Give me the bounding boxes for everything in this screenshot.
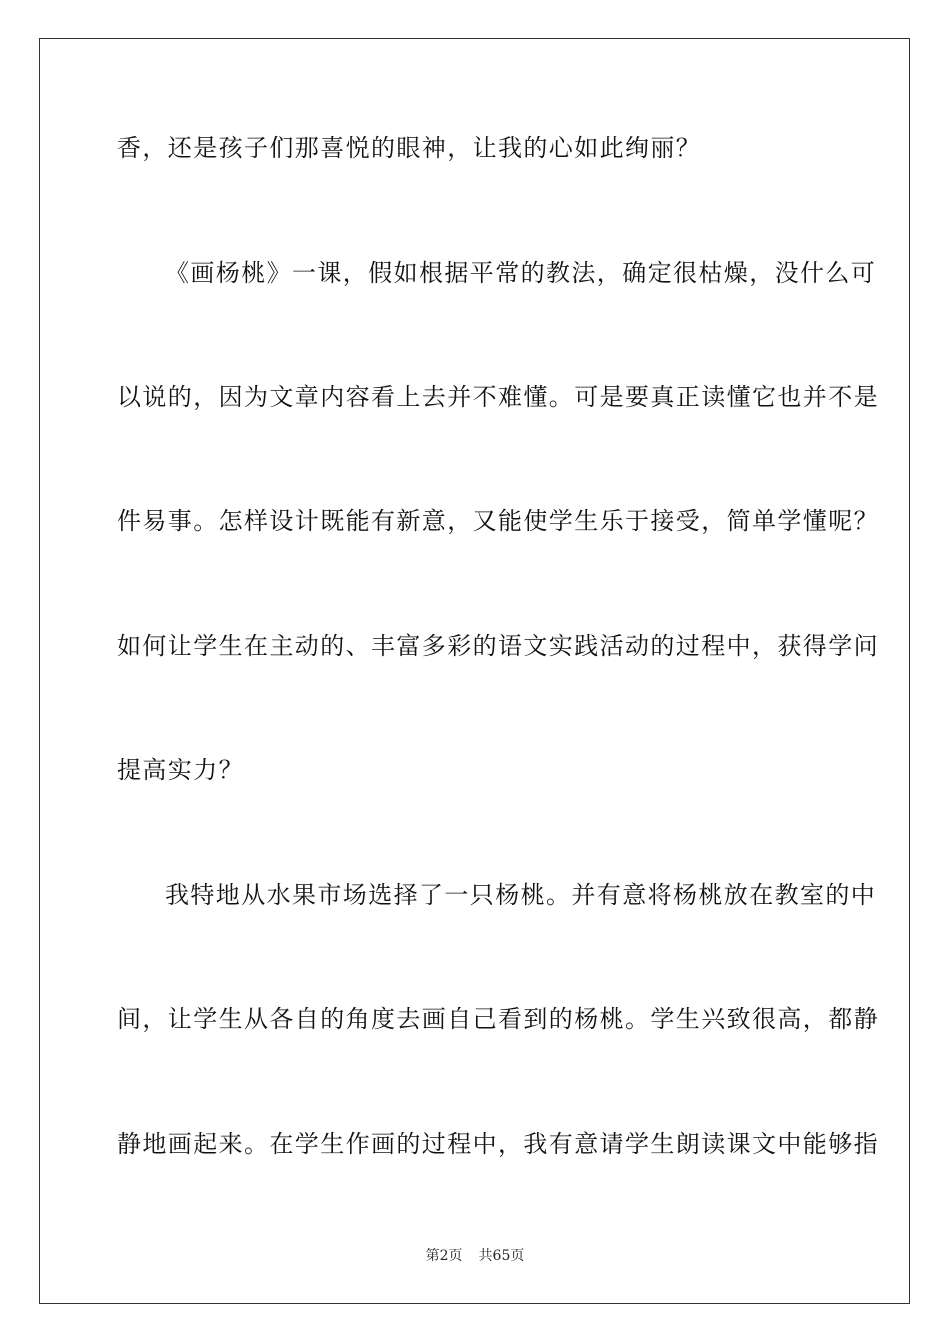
text-line: 我特地从水果市场选择了一只杨桃。并有意将杨桃放在教室的中	[165, 881, 877, 909]
page-border	[39, 38, 910, 1304]
text-line: 间，让学生从各自的角度去画自己看到的杨桃。学生兴致很高，都静	[117, 1005, 879, 1033]
text-line: 提高实力？	[117, 756, 244, 784]
text-line: 《画杨桃》一课，假如根据平常的教法，确定很枯燥，没什么可	[165, 259, 877, 287]
text-line: 以说的，因为文章内容看上去并不难懂。可是要真正读懂它也并不是	[117, 383, 879, 411]
page-number: 第2页	[425, 1248, 463, 1264]
text-line: 如何让学生在主动的、丰富多彩的语文实践活动的过程中，获得学问	[117, 632, 879, 660]
text-line: 静地画起来。在学生作画的过程中，我有意请学生朗读课文中能够指	[117, 1130, 879, 1158]
page-total: 共65页	[478, 1248, 525, 1264]
page-footer	[0, 1246, 950, 1266]
text-line: 香，还是孩子们那喜悦的眼神，让我的心如此绚丽？	[117, 134, 702, 162]
text-line: 件易事。怎样设计既能有新意，又能使学生乐于接受，简单学懂呢？	[117, 507, 879, 535]
